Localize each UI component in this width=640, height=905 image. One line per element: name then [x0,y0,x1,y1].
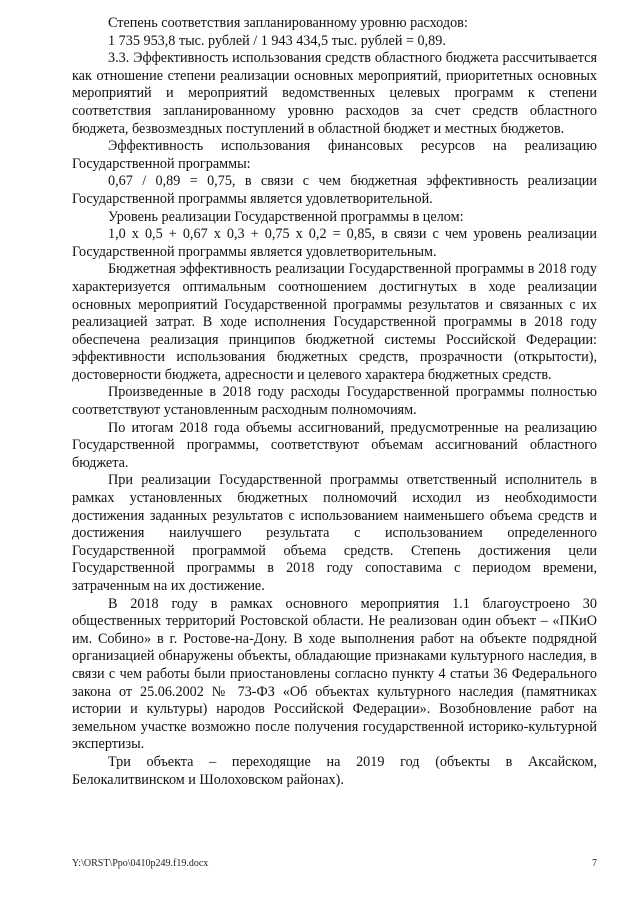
footer-file-path: Y:\ORST\Ppo\0410p249.f19.docx [72,858,209,869]
document-body [72,15,597,789]
paragraph-expense-level-formula: 1 735 953,8 тыс. рублей / 1 943 434,5 тыс. рублей = 0,89. [108,32,446,49]
paragraph-allocations: По итогам 2018 года объемы ассигнований, предусмотренные на реализацию Государственной программы, соответствуют объемам ассигнований областного бюджета. [72,419,597,471]
paragraph-section-3-3: 3.3. Эффективность использования средств областного бюджета рассчитывается как отношение степени реализации основных мероприятий, приоритетных основных мероприятий и мероприятий ведомственных целевых программ к степени соответствия запланированному уровню расходов за счет средств областного бюджета, безвозмездных поступлений в областной бюджет и местных бюджетов. [72,50,597,137]
page-footer [72,858,597,869]
paragraph-implementation-level-formula: 1,0 х 0,5 + 0,67 х 0,3 + 0,75 х 0,2 = 0,85, в связи с чем уровень реализации Государственной программы является удовлетворительным. [72,226,597,260]
page-number: 7 [592,858,597,869]
paragraph-responsible-executor: При реализации Государственной программы ответственный исполнитель в рамках установленных бюджетных полномочий исходил из необходимости достижения заданных результатов с использованием наименьшего объема средств и достижения наилучшего результата с использованием определенного Государственной программой объема средств. Степень достижения цели Государственной программы в 2018 году сопоставима с периодом времени, затраченным на их достижение. [72,472,597,594]
paragraph-expense-level-heading: Степень соответствия запланированному уровню расходов: [108,15,468,31]
paragraph-main-activity-1-1: В 2018 году в рамках основного мероприятия 1.1 благоустроено 30 общественных территорий Ростовской области. Не реализован один объект – «ПКиО им. Собино» в г. Ростове-на-Дону. В ходе выполнения работ на объекте подрядной организацией обнаружены объекты, обладающие признаками культурного наследия, в связи с чем работы были приостановлены согласно пункту 4 статьи 36 Федерального закона от 25.06.2002 № 73-ФЗ «Об объектах культурного наследия (памятниках истории и культуры) народов Российской Федерации». Возобновление работ на земельном участке возможно после получения государственной историко-культурной экспертизы. [72,595,597,753]
paragraph-expenses-compliance: Произведенные в 2018 году расходы Государственной программы полностью соответствуют установленным расходным полномочиям. [72,384,597,419]
paragraph-budget-efficiency: Бюджетная эффективность реализации Государственной программы в 2018 году характеризуется оптимальным соотношением достигнутых в ходе реализации основных мероприятий Государственной программы результатов и связанных с их реализацией затрат. В ходе исполнения Государственной программы в 2018 году обеспечена реализация принципов бюджетной системы Российской Федерации: эффективности использования бюджетных средств, прозрачности (открытости), достоверности бюджета, адресности и целевого характера бюджетных средств. [72,261,597,383]
paragraph-transitional-objects: Три объекта – переходящие на 2019 год (объекты в Аксайском, Белокалитвинском и Шолоховском районах). [72,753,597,788]
paragraph-implementation-level-heading: Уровень реализации Государственной программы в целом: [108,208,464,225]
paragraph-financial-efficiency-heading: Эффективность использования финансовых ресурсов на реализацию Государственной программы: [72,138,597,172]
paragraph-financial-efficiency-formula: 0,67 / 0,89 = 0,75, в связи с чем бюджетная эффективность реализации Государственной программы является удовлетворительной. [72,173,597,207]
